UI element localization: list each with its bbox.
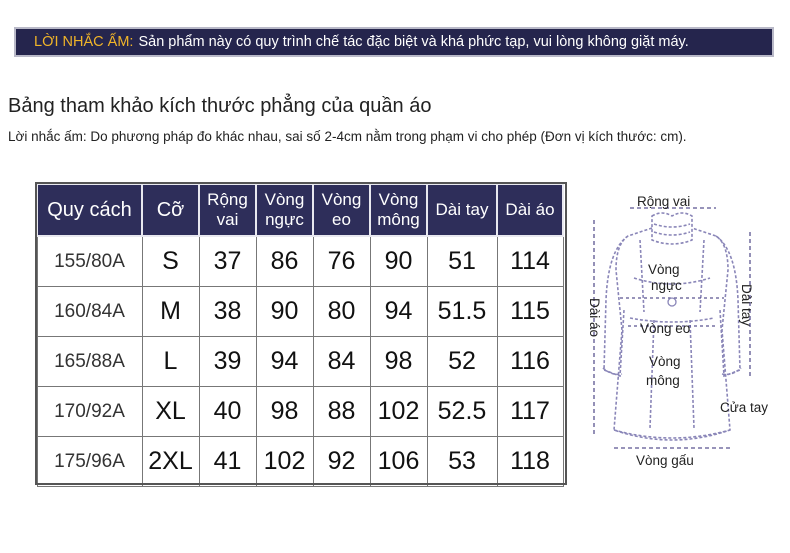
cell-chest: 102	[256, 437, 313, 487]
cell-chest: 94	[256, 337, 313, 387]
cell-hip: 102	[370, 387, 427, 437]
header-shoulder: Rộng vai	[199, 184, 256, 236]
cell-waist: 76	[313, 236, 370, 287]
header-sleeve: Dài tay	[427, 184, 497, 236]
cell-waist: 80	[313, 287, 370, 337]
cell-shoulder: 40	[199, 387, 256, 437]
table-row	[37, 236, 563, 287]
cell-spec: 175/96A	[37, 437, 142, 487]
cell-chest: 98	[256, 387, 313, 437]
table-row	[37, 287, 563, 337]
cell-sleeve: 52.5	[427, 387, 497, 437]
header-length: Dài áo	[497, 184, 563, 236]
cell-shoulder: 39	[199, 337, 256, 387]
cell-size: M	[142, 287, 199, 337]
cell-waist: 92	[313, 437, 370, 487]
label-shoulder-width: Rộng vai	[637, 194, 691, 209]
header-size: Cỡ	[142, 184, 199, 236]
cell-sleeve: 53	[427, 437, 497, 487]
warning-text: Sản phẩm này có quy trình chế tác đặc biệt và khá phức tạp, vui lòng không giặt máy.	[138, 34, 689, 50]
header-chest: Vòng ngực	[256, 184, 313, 236]
cell-spec: 170/92A	[37, 387, 142, 437]
cell-chest: 90	[256, 287, 313, 337]
cell-shoulder: 37	[199, 236, 256, 287]
cell-size: L	[142, 337, 199, 387]
label-sleeve-length: Dài tay	[739, 284, 754, 327]
label-hip-line1: Vòng	[649, 354, 681, 369]
cell-shoulder: 41	[199, 437, 256, 487]
cell-size: 2XL	[142, 437, 199, 487]
cell-chest: 86	[256, 236, 313, 287]
cell-hip: 90	[370, 236, 427, 287]
cell-hip: 106	[370, 437, 427, 487]
cell-length: 117	[497, 387, 563, 437]
cell-spec: 160/84A	[37, 287, 142, 337]
header-waist: Vòng eo	[313, 184, 370, 236]
warning-label: LỜI NHẮC ẤM:	[34, 34, 134, 50]
label-chest-line1: Vòng	[648, 262, 680, 277]
cell-spec: 155/80A	[37, 236, 142, 287]
cell-shoulder: 38	[199, 287, 256, 337]
header-hip: Vòng mông	[370, 184, 427, 236]
table-header-row	[37, 184, 563, 236]
cell-sleeve: 51	[427, 236, 497, 287]
cell-hip: 98	[370, 337, 427, 387]
cell-length: 118	[497, 437, 563, 487]
cell-length: 114	[497, 236, 563, 287]
table-row	[37, 437, 563, 487]
size-table	[36, 183, 564, 487]
label-hip-line2: mông	[646, 373, 680, 388]
label-cuff: Cửa tay	[720, 400, 769, 415]
cell-waist: 84	[313, 337, 370, 387]
cell-waist: 88	[313, 387, 370, 437]
label-waist: Vòng eo	[640, 321, 691, 336]
cell-sleeve: 51.5	[427, 287, 497, 337]
cell-spec: 165/88A	[37, 337, 142, 387]
table-row	[37, 337, 563, 387]
cell-hip: 94	[370, 287, 427, 337]
page-subtitle: Lời nhắc ấm: Do phương pháp đo khác nhau, sai số 2-4cm nằm trong phạm vi cho phép (Đơn vị kích thước: cm).	[8, 129, 687, 144]
label-chest-line2: ngực	[651, 278, 682, 293]
table-row	[37, 387, 563, 437]
cell-size: S	[142, 236, 199, 287]
cell-sleeve: 52	[427, 337, 497, 387]
warning-banner	[14, 27, 774, 57]
label-dress-length: Dài áo	[587, 298, 602, 338]
header-spec: Quy cách	[37, 184, 142, 236]
cell-length: 115	[497, 287, 563, 337]
cell-size: XL	[142, 387, 199, 437]
cell-length: 116	[497, 337, 563, 387]
label-hem: Vòng gấu	[636, 453, 694, 468]
garment-diagram	[570, 180, 785, 480]
page-title: Bảng tham khảo kích thước phẳng của quần áo	[8, 95, 432, 117]
